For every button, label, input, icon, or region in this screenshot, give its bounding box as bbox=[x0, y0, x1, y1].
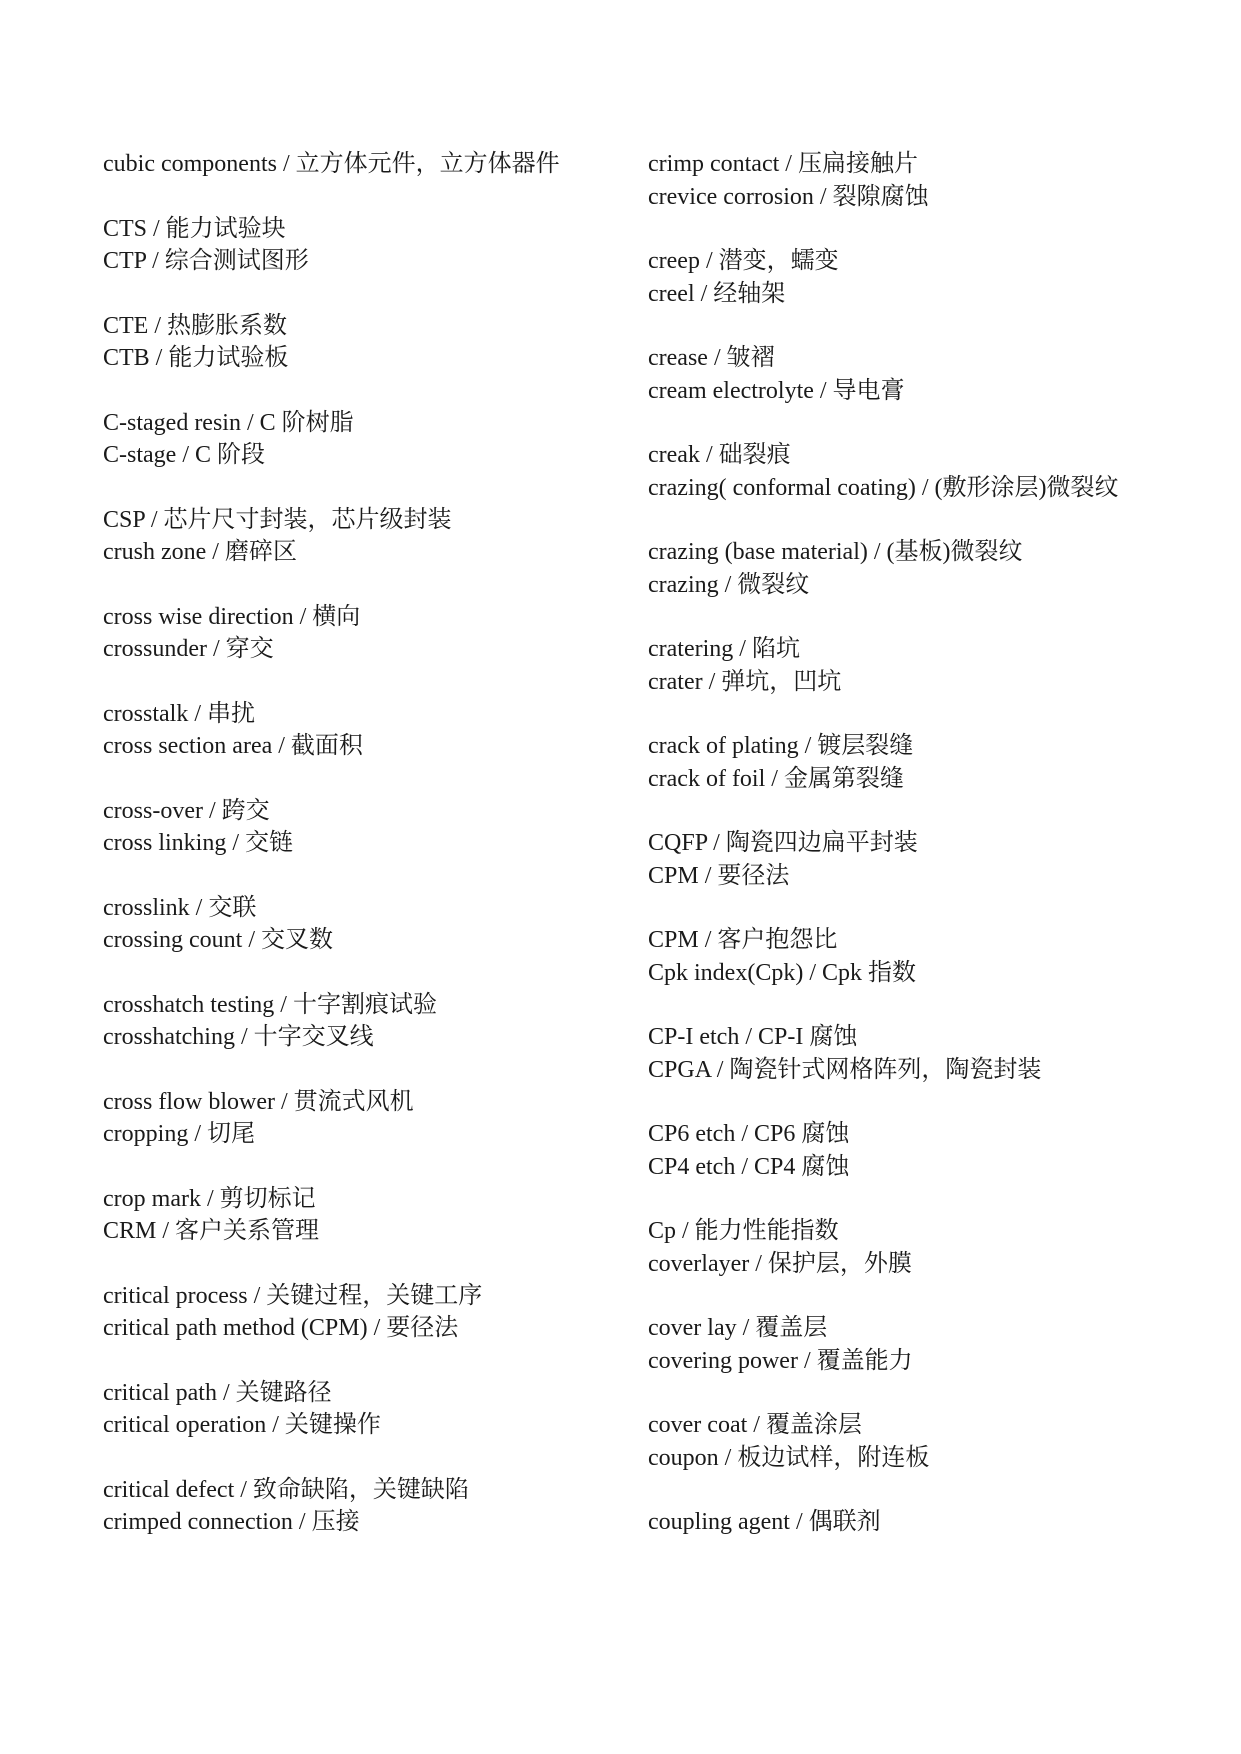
term-group bbox=[103, 1377, 623, 1442]
glossary-entry: crosshatch testing / 十字割痕试验 bbox=[103, 991, 437, 1018]
glossary-entry: CRM / 客户关系管理 bbox=[103, 1218, 320, 1244]
term-group bbox=[648, 536, 1168, 601]
glossary-entry: crossing count / 交叉数 bbox=[103, 927, 333, 953]
glossary-entry: crease / 皱褶 bbox=[648, 345, 775, 371]
term-group bbox=[103, 148, 623, 181]
glossary-entry: crush zone / 磨碎区 bbox=[103, 539, 297, 565]
glossary-entry: cream electrolyte / 导电膏 bbox=[648, 377, 905, 404]
glossary-entry: C-staged resin / C 阶树脂 bbox=[103, 409, 354, 436]
term-group bbox=[103, 213, 623, 278]
term-group bbox=[648, 1215, 1168, 1280]
glossary-entry: CSP / 芯片尺寸封装，芯片级封装 bbox=[103, 506, 452, 533]
glossary-entry: crater / 弹坑，凹坑 bbox=[648, 668, 842, 695]
glossary-entry: cropping / 切尾 bbox=[103, 1121, 255, 1147]
term-group bbox=[103, 1183, 623, 1248]
term-group bbox=[103, 504, 623, 569]
term-group bbox=[648, 633, 1168, 698]
glossary-entry: Cpk index(Cpk) / Cpk 指数 bbox=[648, 959, 916, 986]
glossary-entry: CP6 etch / CP6 腐蚀 bbox=[648, 1121, 850, 1147]
term-group bbox=[648, 245, 1168, 310]
term-group bbox=[103, 989, 623, 1054]
term-group bbox=[103, 601, 623, 666]
glossary-entry: critical path method (CPM) / 要径法 bbox=[103, 1315, 459, 1341]
glossary-entry: crossunder / 穿交 bbox=[103, 636, 274, 662]
glossary-entry: coupon / 板边试样，附连板 bbox=[648, 1444, 930, 1471]
term-group bbox=[103, 1280, 623, 1345]
term-group bbox=[103, 698, 623, 763]
term-group bbox=[648, 1312, 1168, 1377]
glossary-entry: crosshatching / 十字交叉线 bbox=[103, 1024, 374, 1050]
glossary-entry: cross-over / 跨交 bbox=[103, 797, 270, 824]
glossary-entry: critical process / 关键过程，关键工序 bbox=[103, 1282, 483, 1309]
glossary-entry: cover coat / 覆盖涂层 bbox=[648, 1412, 862, 1438]
glossary-entry: CTP / 综合测试图形 bbox=[103, 248, 309, 274]
glossary-entry: cubic components / 立方体元件，立方体器件 bbox=[103, 151, 560, 177]
term-group bbox=[648, 148, 1168, 213]
glossary-entry: CPM / 要径法 bbox=[648, 862, 790, 889]
glossary-entry: CTS / 能力试验块 bbox=[103, 215, 286, 242]
term-group bbox=[103, 407, 623, 472]
glossary-entry: crack of foil / 金属第裂缝 bbox=[648, 765, 904, 792]
term-group bbox=[103, 1474, 623, 1539]
glossary-entry: CPM / 客户抱怨比 bbox=[648, 927, 838, 953]
glossary-entry: crazing( conformal coating) / (敷形涂层)微裂纹 bbox=[648, 474, 1119, 501]
term-group bbox=[648, 439, 1168, 504]
term-group bbox=[103, 1086, 623, 1151]
glossary-entry: creep / 潜变，蠕变 bbox=[648, 248, 839, 274]
glossary-entry: critical path / 关键路径 bbox=[103, 1379, 332, 1406]
glossary-entry: creel / 经轴架 bbox=[648, 280, 786, 307]
glossary-entry: cross flow blower / 贯流式风机 bbox=[103, 1088, 414, 1115]
glossary-entry: crazing / 微裂纹 bbox=[648, 571, 810, 598]
glossary-right-column bbox=[648, 148, 1168, 1571]
term-group bbox=[103, 892, 623, 957]
glossary-entry: Cp / 能力性能指数 bbox=[648, 1218, 839, 1244]
glossary-entry: crop mark / 剪切标记 bbox=[103, 1185, 316, 1212]
glossary-entry: cross wise direction / 横向 bbox=[103, 603, 361, 630]
term-group bbox=[648, 827, 1168, 892]
glossary-entry: covering power / 覆盖能力 bbox=[648, 1347, 913, 1374]
glossary-entry: coupling agent / 偶联剂 bbox=[648, 1509, 881, 1535]
glossary-entry: C-stage / C 阶段 bbox=[103, 442, 265, 468]
term-group bbox=[648, 730, 1168, 795]
glossary-entry: crazing (base material) / (基板)微裂纹 bbox=[648, 539, 1023, 565]
glossary-entry: creak / 础裂痕 bbox=[648, 442, 791, 468]
term-group bbox=[103, 795, 623, 860]
glossary-entry: CTE / 热膨胀系数 bbox=[103, 312, 287, 339]
glossary-entry: CPGA / 陶瓷针式网格阵列，陶瓷封装 bbox=[648, 1056, 1042, 1083]
glossary-entry: cross linking / 交链 bbox=[103, 830, 293, 856]
glossary-entry: CP4 etch / CP4 腐蚀 bbox=[648, 1153, 850, 1180]
term-group bbox=[648, 1506, 1168, 1539]
term-group bbox=[103, 310, 623, 375]
term-group bbox=[648, 1021, 1168, 1086]
term-group bbox=[648, 924, 1168, 989]
term-group bbox=[648, 1409, 1168, 1474]
glossary-entry: crimp contact / 压扁接触片 bbox=[648, 151, 918, 177]
glossary-entry: CTB / 能力试验板 bbox=[103, 345, 289, 371]
glossary-entry: CP-I etch / CP-I 腐蚀 bbox=[648, 1024, 858, 1050]
glossary-entry: cover lay / 覆盖层 bbox=[648, 1315, 828, 1341]
glossary-entry: CQFP / 陶瓷四边扁平封装 bbox=[648, 830, 918, 856]
glossary-entry: cratering / 陷坑 bbox=[648, 636, 800, 662]
term-group bbox=[648, 342, 1168, 407]
glossary-entry: crimped connection / 压接 bbox=[103, 1509, 360, 1535]
term-group bbox=[648, 1118, 1168, 1183]
glossary-entry: critical operation / 关键操作 bbox=[103, 1412, 381, 1438]
glossary-entry: critical defect / 致命缺陷，关键缺陷 bbox=[103, 1476, 469, 1503]
glossary-entry: crevice corrosion / 裂隙腐蚀 bbox=[648, 183, 929, 210]
glossary-entry: crack of plating / 镀层裂缝 bbox=[648, 733, 914, 759]
glossary-left-column bbox=[103, 148, 623, 1571]
glossary-entry: crosstalk / 串扰 bbox=[103, 700, 255, 727]
glossary-entry: crosslink / 交联 bbox=[103, 894, 257, 921]
glossary-entry: cross section area / 截面积 bbox=[103, 733, 363, 759]
glossary-entry: coverlayer / 保护层，外膜 bbox=[648, 1250, 912, 1277]
